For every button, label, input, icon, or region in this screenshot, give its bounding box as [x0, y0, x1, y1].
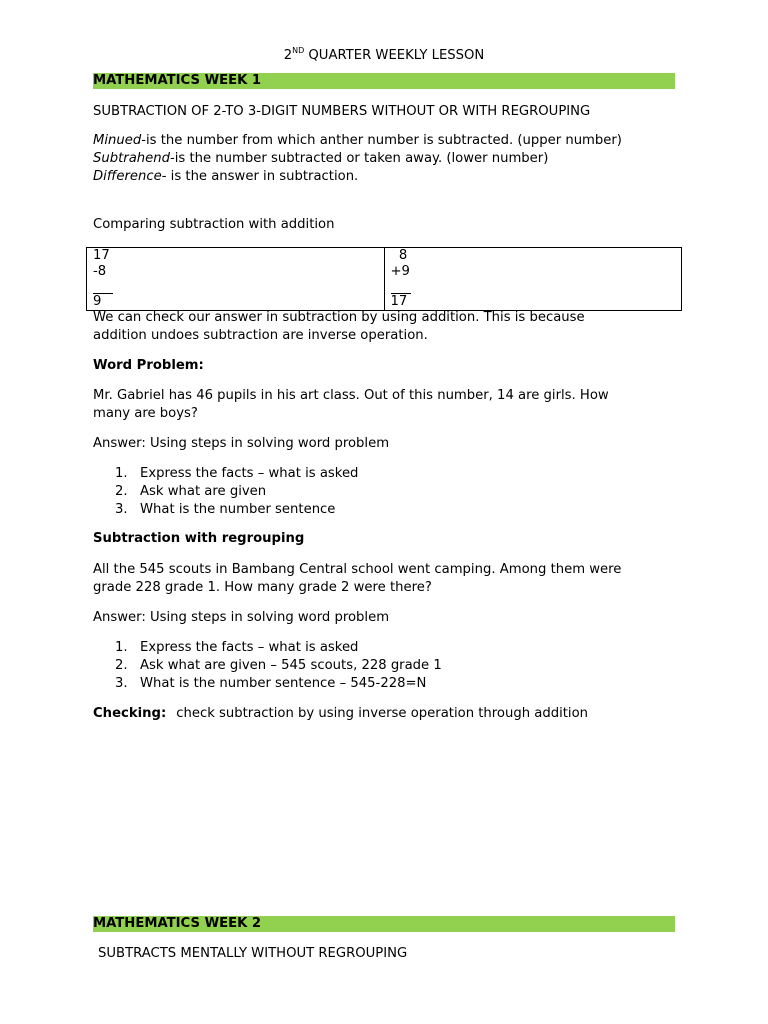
regroup-problem-line-1: All the 545 scouts in Bambang Central school went camping. Among them were: [93, 562, 622, 577]
list-item: 2. Ask what are given – 545 scouts, 228 grade 1: [115, 658, 442, 673]
week1-banner: [93, 73, 675, 89]
word-problem-line-2: many are boys?: [93, 406, 198, 421]
subtraction-subtrahend: -8: [93, 264, 107, 279]
list-item: 1. Express the facts – what is asked: [115, 466, 359, 481]
week2-topic: SUBTRACTS MENTALLY WITHOUT REGROUPING: [98, 946, 408, 961]
word-problem-heading: Word Problem:: [93, 358, 204, 373]
checking-label: Checking:: [93, 706, 167, 721]
inverse-text-line-2: addition undoes subtraction are inverse operation.: [93, 328, 428, 343]
addition-cell: [384, 248, 682, 311]
definition-minuend: Minued-is the number from which anther number is subtracted. (upper number): [93, 133, 622, 148]
comparing-label: Comparing subtraction with addition: [93, 217, 335, 232]
week1-topic: SUBTRACTION OF 2-TO 3-DIGIT NUMBERS WITHOUT OR WITH REGROUPING: [93, 104, 591, 119]
regroup-problem-line-2: grade 228 grade 1. How many grade 2 were there?: [93, 580, 432, 595]
list-item: 3. What is the number sentence – 545-228=N: [115, 676, 427, 691]
addition-sum: 17: [390, 294, 408, 309]
list-item: 2. Ask what are given: [115, 484, 267, 499]
addition-second-addend: +9: [390, 264, 410, 279]
week1-banner-label: MATHEMATICS WEEK 1: [93, 73, 262, 88]
subtraction-minuend: 17: [93, 248, 110, 263]
regrouping-heading: Subtraction with regrouping: [93, 531, 305, 546]
page-title: 2ND QUARTER WEEKLY LESSON: [283, 46, 485, 63]
definition-difference: Difference- is the answer in subtraction.: [93, 169, 359, 184]
inverse-text-line-1: We can check our answer in subtraction by using addition. This is because: [93, 310, 585, 325]
list-item: 3. What is the number sentence: [115, 502, 336, 517]
checking-line: [93, 705, 588, 723]
checking-text: check subtraction by using inverse operation through addition: [176, 706, 588, 721]
answer-label-2: Answer: Using steps in solving word problem: [93, 610, 390, 625]
week2-banner: [93, 916, 675, 932]
subtraction-cell: [87, 248, 385, 311]
comparison-table: [86, 247, 682, 311]
week2-banner-label: MATHEMATICS WEEK 2: [93, 916, 262, 931]
answer-label-1: Answer: Using steps in solving word problem: [93, 436, 390, 451]
addition-addend: 8: [390, 248, 408, 263]
definition-subtrahend: Subtrahend-is the number subtracted or taken away. (lower number): [93, 151, 549, 166]
subtraction-difference: 9: [93, 294, 102, 309]
list-item: 1. Express the facts – what is asked: [115, 640, 359, 655]
word-problem-line-1: Mr. Gabriel has 46 pupils in his art class. Out of this number, 14 are girls. How: [93, 388, 609, 403]
